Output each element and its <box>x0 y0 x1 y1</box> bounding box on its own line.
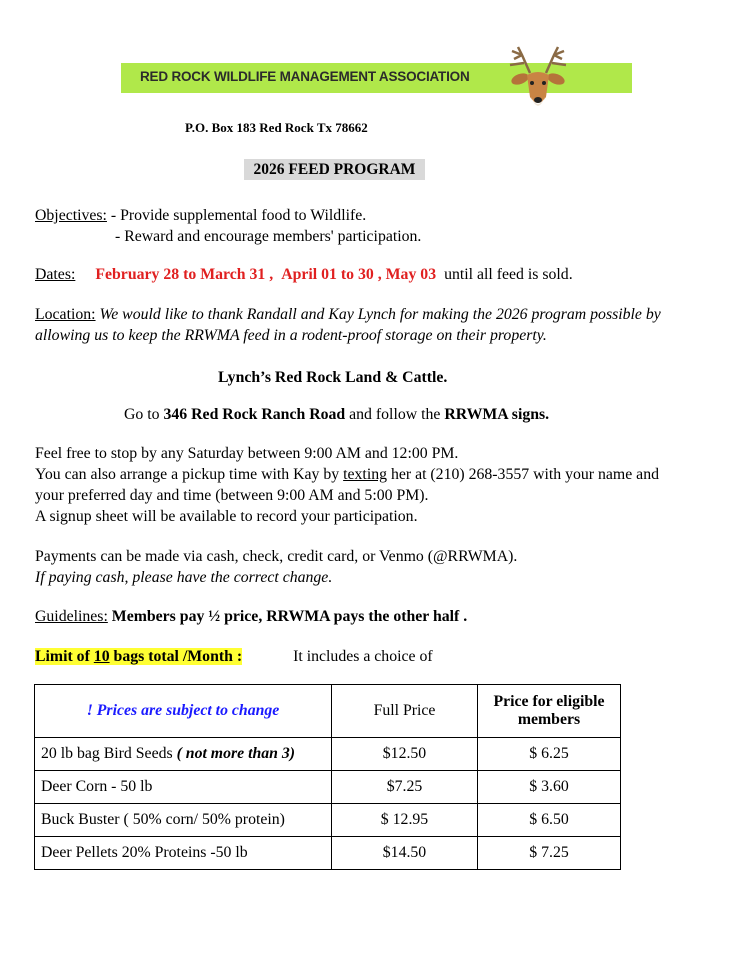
table-row <box>35 738 621 771</box>
directions-prefix: Go to <box>124 406 164 423</box>
dates-line <box>35 264 573 285</box>
texting-link[interactable]: texting <box>343 466 387 483</box>
payments-line-1: Payments can be made via cash, check, credit card, or Venmo (@RRWMA). <box>35 548 518 565</box>
dates-label: Dates: <box>35 266 76 283</box>
item-name: Deer Corn - 50 lb <box>35 771 332 804</box>
directions-mid: and follow the <box>345 406 445 423</box>
location-text-2: allowing us to keep the RRWMA feed in a rodent-proof storage on their property. <box>35 327 547 344</box>
member-price: $ 6.25 <box>478 738 621 771</box>
directions <box>124 404 549 425</box>
directions-road: 346 Red Rock Ranch Road <box>163 406 346 423</box>
program-title: 2026 FEED PROGRAM <box>244 159 425 180</box>
pickup-line-2b: her at (210) 268-3557 with your name and <box>387 466 659 483</box>
objective-2: - Reward and encourage members' participation. <box>115 228 422 245</box>
price-change-notice: ! Prices are subject to change <box>35 685 332 738</box>
item-note: ( not more than 3) <box>176 745 296 762</box>
table-row <box>35 804 621 837</box>
pickup-line-4: A signup sheet will be available to record your participation. <box>35 508 418 525</box>
limit-suffix: bags total /Month <box>109 648 233 665</box>
limit-line <box>35 646 433 667</box>
dates-suffix: until all feed is sold. <box>444 266 573 283</box>
limit-prefix: Limit of <box>35 648 94 665</box>
guidelines-text: Members pay ½ price, RRWMA pays the other half . <box>107 608 468 625</box>
location-place: Lynch’s Red Rock Land & Cattle. <box>218 369 448 386</box>
limit-colon: : <box>232 648 243 665</box>
pickup-line-2 <box>35 464 659 485</box>
location-line-1 <box>35 304 661 325</box>
limit-choice: It includes a choice of <box>293 648 433 665</box>
item-name <box>35 738 332 771</box>
item-name: Buck Buster ( 50% corn/ 50% protein) <box>35 804 332 837</box>
pickup-line-3: your preferred day and time (between 9:00 AM and 5:00 PM). <box>35 487 429 504</box>
deer-head-icon <box>500 45 575 115</box>
guidelines-label: Guidelines: <box>35 608 108 625</box>
org-name: RED ROCK WILDLIFE MANAGEMENT ASSOCIATION <box>140 69 470 84</box>
objectives-label: Objectives: <box>35 207 107 224</box>
full-price-header: Full Price <box>332 685 478 738</box>
date-range-1: February 28 to March 31 , <box>95 266 274 283</box>
date-range-2: April 01 to 30 , May 03 <box>281 266 437 283</box>
objective-1: - Provide supplemental food to Wildlife. <box>106 207 367 224</box>
mailing-address: P.O. Box 183 Red Rock Tx 78662 <box>185 120 368 135</box>
objectives-line-1 <box>35 205 366 226</box>
limit-number: 10 <box>93 648 110 665</box>
pickup-line-2a: You can also arrange a pickup time with Kay by <box>35 466 344 483</box>
limit-highlight <box>35 648 242 665</box>
table-row <box>35 771 621 804</box>
table-row <box>35 837 621 870</box>
full-price: $7.25 <box>332 771 478 804</box>
member-price: $ 7.25 <box>478 837 621 870</box>
payments-line-2: If paying cash, please have the correct change. <box>35 569 333 586</box>
member-price-header: Price for eligible members <box>478 685 621 738</box>
price-table <box>34 684 621 870</box>
full-price: $ 12.95 <box>332 804 478 837</box>
location-label: Location: <box>35 306 96 323</box>
full-price: $12.50 <box>332 738 478 771</box>
full-price: $14.50 <box>332 837 478 870</box>
table-header-row <box>35 685 621 738</box>
member-price: $ 6.50 <box>478 804 621 837</box>
directions-signs: RRWMA signs. <box>444 406 550 423</box>
location-text-1: We would like to thank Randall and Kay Lynch for making the 2026 program possible by <box>99 306 661 323</box>
guidelines-line <box>35 606 467 627</box>
member-price: $ 3.60 <box>478 771 621 804</box>
pickup-line-1: Feel free to stop by any Saturday between 9:00 AM and 12:00 PM. <box>35 445 459 462</box>
item-name: Deer Pellets 20% Proteins -50 lb <box>35 837 332 870</box>
item-label: 20 lb bag Bird Seeds <box>41 745 177 762</box>
